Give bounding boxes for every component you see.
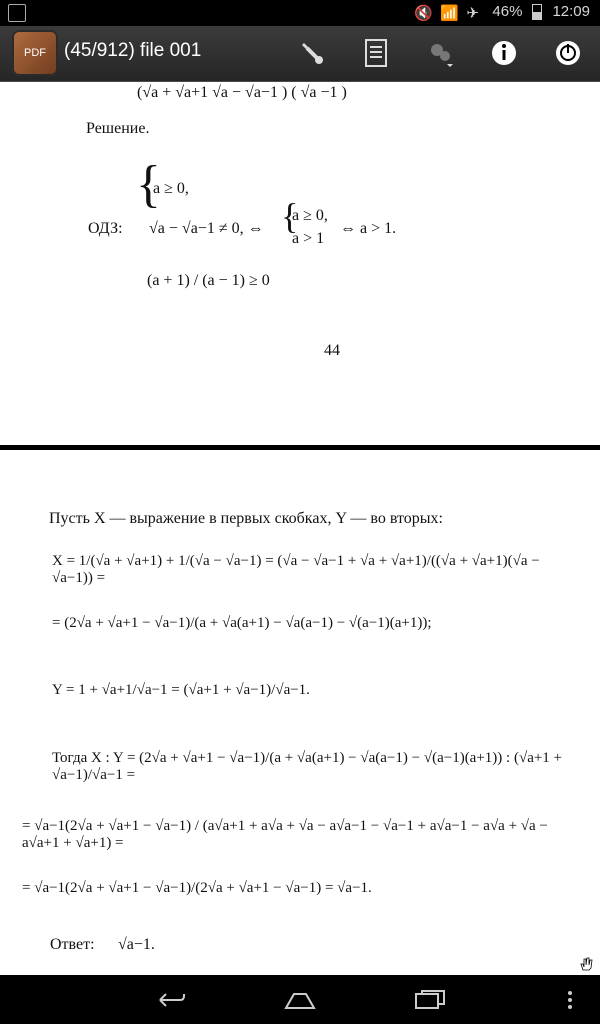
info-button[interactable] xyxy=(484,33,524,73)
battery-percent: 46% xyxy=(492,3,523,20)
condition-1: a ≥ 0, xyxy=(153,180,189,197)
gallery-icon xyxy=(8,4,26,22)
tools-icon xyxy=(298,39,326,67)
intro-text: Пусть X — выражение в первых скобках, Y — во вторых: xyxy=(49,510,443,527)
status-bar xyxy=(0,0,600,26)
page-number: 44 xyxy=(324,342,340,359)
back-icon xyxy=(152,988,188,1012)
condition-3: (a + 1) / (a − 1) ≥ 0 xyxy=(147,272,270,289)
x-expression: X = 1/(√a + √a+1) + 1/(√a − √a−1) = (√a − √a−1 + √a + √a+1)/((√a + √a+1)(√a − √a−1)) = xyxy=(52,553,540,586)
expression-top: (√a + √a+1 √a − √a−1 ) ( √a −1 ) xyxy=(137,84,347,101)
bookmark-icon xyxy=(363,38,389,68)
clock: 12:09 xyxy=(552,3,590,20)
tools-button[interactable] xyxy=(292,33,332,73)
top-toolbar xyxy=(0,26,600,82)
power-icon xyxy=(554,39,582,67)
wifi-icon: 📶 xyxy=(440,4,460,22)
condition-2: √a − √a−1 ≠ 0, ⇔ xyxy=(149,220,264,237)
logo-text: PDF xyxy=(24,47,46,59)
info-icon xyxy=(490,39,518,67)
big-expression: = √a−1(2√a + √a+1 − √a−1) / (a√a+1 + a√a + √a − a√a−1 − √a−1 + a√a−1 − a√a + √a − a√a+1 + √a+1) = xyxy=(22,818,548,851)
airplane-icon: ✈ xyxy=(466,4,479,22)
document-title: (45/912) file 001 xyxy=(64,40,202,61)
system-b: a > 1 xyxy=(292,230,325,247)
result: ⇔ a > 1. xyxy=(340,220,397,237)
bookmark-button[interactable] xyxy=(356,33,396,73)
answer-label: Ответ: xyxy=(50,936,95,953)
pdf-page-44 xyxy=(0,82,600,445)
x-expression-2: = (2√a + √a+1 − √a−1)/(a + √a(a+1) − √a(a−1) − √(a−1)(a+1)); xyxy=(52,615,432,631)
then-expression: Тогда X : Y = (2√a + √a+1 − √a−1)/(a + √a(a+1) − √a(a−1) − √(a−1)(a+1)) : (√a+1 + √a−1)/√a−1 = xyxy=(52,750,563,783)
recent-apps-icon xyxy=(412,988,448,1012)
settings-button[interactable] xyxy=(420,33,460,73)
answer-value: √a−1. xyxy=(118,936,155,953)
system-a: a ≥ 0, xyxy=(292,207,328,224)
settings-icon xyxy=(425,38,455,68)
y-expression: Y = 1 + √a+1/√a−1 = (√a+1 + √a−1)/√a−1. xyxy=(52,682,310,698)
battery-icon xyxy=(532,4,542,20)
system-brace: { xyxy=(136,156,161,213)
android-nav-bar xyxy=(0,975,600,1024)
menu-button[interactable] xyxy=(550,983,590,1017)
back-button[interactable] xyxy=(145,983,195,1017)
mute-icon: 🔇 xyxy=(414,4,434,22)
home-icon xyxy=(280,988,320,1012)
odz-label: ОДЗ: xyxy=(88,220,123,237)
pdf-page-45 xyxy=(0,450,600,975)
solution-label: Решение. xyxy=(86,120,150,137)
inner-brace: { xyxy=(281,196,299,236)
home-button[interactable] xyxy=(275,983,325,1017)
final-expression: = √a−1(2√a + √a+1 − √a−1)/(2√a + √a+1 − √a−1) = √a−1. xyxy=(22,880,372,896)
recent-apps-button[interactable] xyxy=(405,983,455,1017)
pdf-logo-icon[interactable] xyxy=(12,30,58,76)
hand-cursor-icon xyxy=(578,956,594,972)
overflow-menu-icon xyxy=(567,990,573,1010)
power-button[interactable] xyxy=(548,33,588,73)
